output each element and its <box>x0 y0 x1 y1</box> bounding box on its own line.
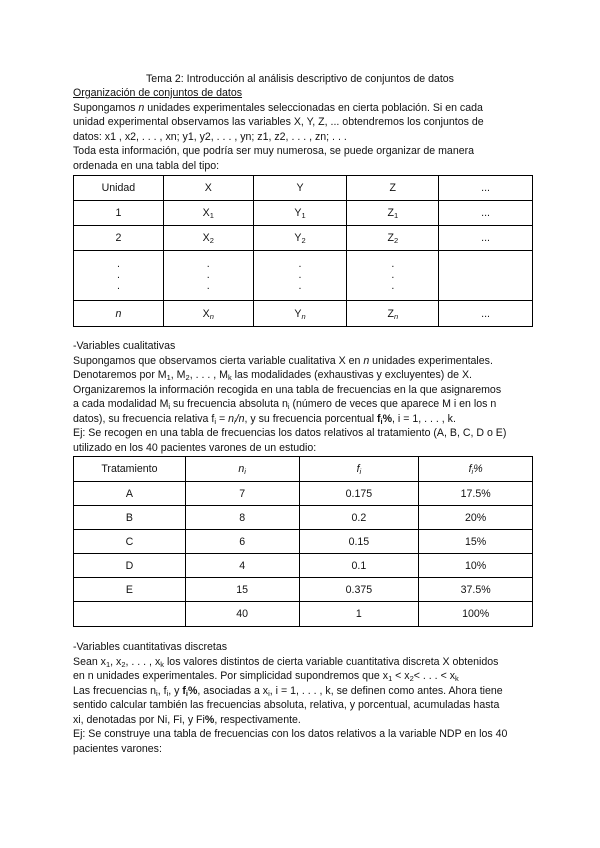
section-heading: Organización de conjuntos de datos <box>73 87 243 99</box>
bold-var: % <box>382 412 393 425</box>
cell <box>253 201 347 226</box>
cell-empty <box>439 251 533 301</box>
paragraph-line: ordenada en una tabla del tipo: <box>73 159 220 172</box>
text: , M <box>170 369 186 381</box>
dot: . <box>206 269 210 281</box>
italic-var: /n <box>235 412 245 425</box>
cell: A <box>74 482 186 506</box>
subscript: i <box>244 467 246 476</box>
paragraph-line <box>73 354 533 369</box>
cell <box>347 201 439 226</box>
subscript: i <box>166 688 169 698</box>
header-cell: Y <box>253 176 347 201</box>
subscript: n <box>209 311 214 321</box>
italic-var: f <box>356 463 360 475</box>
cell <box>74 301 164 327</box>
text: Sean x <box>73 655 106 668</box>
table-row <box>74 482 533 506</box>
cell: 0.15 <box>299 530 419 554</box>
subscript: 2 <box>393 236 399 245</box>
subscript: n <box>301 311 306 321</box>
cell: 8 <box>185 506 299 530</box>
cell: 1 <box>299 602 419 627</box>
bold-var: % <box>204 713 215 726</box>
text: < . . . < x <box>413 670 455 682</box>
paragraph-line <box>73 684 533 699</box>
subscript: 2 <box>121 659 126 669</box>
header-cell: Tratamiento <box>74 457 186 482</box>
cell: 0.2 <box>299 506 419 530</box>
text: Supongamos <box>73 101 139 114</box>
subscript: k <box>227 373 232 382</box>
header-cell <box>419 457 533 482</box>
text: Z <box>387 207 394 219</box>
text: a cada modalidad M <box>73 398 169 410</box>
paragraph-line <box>73 397 533 412</box>
cell: 15 <box>185 578 299 602</box>
table-row <box>74 506 533 530</box>
subscript: 2 <box>209 236 214 245</box>
cell: 40 <box>185 602 299 627</box>
subscript: 2 <box>409 674 414 683</box>
text: su frecuencia absoluta n <box>170 398 288 410</box>
cell: 10% <box>419 554 533 578</box>
text: X <box>202 232 210 244</box>
table-row-ellipsis <box>74 251 533 301</box>
subscript: i <box>233 416 236 426</box>
cell: D <box>74 554 186 578</box>
cell: 7 <box>185 482 299 506</box>
cell: 0.1 <box>299 554 419 578</box>
subscript: i <box>268 688 270 698</box>
subscript: i <box>380 416 383 426</box>
paragraph-line: Ej: Se construye una tabla de frecuencias con los datos relativos a la variable NDP en los 40 <box>73 728 508 740</box>
dot: . <box>116 258 120 270</box>
text: las modalidades (exhaustivas y excluyentes) de X. <box>231 369 472 381</box>
table-row <box>74 226 533 251</box>
cell: 4 <box>185 554 299 578</box>
cell: 0.375 <box>299 578 419 602</box>
table-row <box>74 301 533 327</box>
table-row <box>74 201 533 226</box>
cell: B <box>74 506 186 530</box>
cell-dots <box>253 251 347 301</box>
subscript: 1 <box>393 211 399 220</box>
cell <box>163 226 253 251</box>
text: unidades experimentales. <box>369 354 493 367</box>
cell: 20% <box>419 506 533 530</box>
frequency-table <box>73 456 533 627</box>
text: (número de veces que aparece M i en los n <box>289 398 497 410</box>
subscript: 1 <box>209 211 214 220</box>
subscript: i <box>185 688 188 698</box>
subscript: 1 <box>166 373 171 382</box>
text: , . . . , x <box>125 655 161 668</box>
italic-var: n <box>228 412 234 425</box>
text: Denotaremos por M <box>73 369 167 381</box>
subscript: i <box>214 416 216 426</box>
page-title: Tema 2: Introducción al análisis descriptivo de conjuntos de datos <box>146 73 454 85</box>
paragraph-line <box>73 412 533 427</box>
cell: 17.5% <box>419 482 533 506</box>
header-cell: Unidad <box>74 176 164 201</box>
bold-var: % <box>188 684 198 697</box>
paragraph-line <box>73 655 533 670</box>
paragraph-line: unidad experimental observamos las variables X, Y, Z, ... obtendremos los conjuntos de <box>73 116 484 128</box>
cell: ... <box>439 201 533 226</box>
italic-var: f <box>468 463 472 475</box>
text: , i = 1, . . . , k. <box>392 412 456 425</box>
subscript: i <box>168 402 171 411</box>
text: X <box>202 207 210 219</box>
text: , respectivamente. <box>214 713 301 726</box>
paragraph-line: Organizaremos la información recogida en una tabla de frecuencias en la que asignaremos <box>73 383 502 396</box>
subscript: 1 <box>105 659 111 669</box>
cell-dots <box>74 251 164 301</box>
paragraph-line <box>73 713 533 728</box>
text: < x <box>392 670 410 682</box>
table-row <box>74 530 533 554</box>
cell: 2 <box>74 226 164 251</box>
section-organizacion <box>73 86 533 173</box>
cell <box>74 602 186 627</box>
cell: ... <box>439 301 533 327</box>
section-cualitativas <box>73 339 533 455</box>
dot: . <box>391 280 395 292</box>
text: , . . . , M <box>189 369 228 381</box>
subscript: i <box>359 467 362 476</box>
text: Las frecuencias n <box>73 684 157 697</box>
table-row <box>74 554 533 578</box>
italic-var: % <box>473 463 483 475</box>
cell: 6 <box>185 530 299 554</box>
paragraph-line <box>73 101 533 116</box>
section-heading: -Variables cualitativas <box>73 340 176 352</box>
section-cuantitativas-discretas <box>73 640 533 756</box>
text: unidades experimentales seleccionadas en cierta población. Si en cada <box>144 101 483 114</box>
cell: 100% <box>419 602 533 627</box>
subscript: i <box>471 467 474 476</box>
subscript: 1 <box>388 674 393 683</box>
dot: . <box>116 280 120 292</box>
cell: 0.175 <box>299 482 419 506</box>
header-cell: X <box>163 176 253 201</box>
paragraph-line <box>73 368 533 383</box>
cell <box>347 226 439 251</box>
paragraph-line: datos: x1 , x2, . . . , xn; y1, y2, . . . , yn; z1, z2, . . . , zn; . . . <box>73 130 347 143</box>
paragraph-line: pacientes varones: <box>73 742 162 755</box>
cell <box>163 301 253 327</box>
paragraph-line <box>73 669 533 684</box>
table-row <box>74 578 533 602</box>
text: Supongamos que observamos cierta variable cualitativa X en <box>73 354 364 367</box>
dot: . <box>116 269 120 281</box>
subscript: n <box>393 311 399 321</box>
cell <box>253 226 347 251</box>
dot: . <box>298 258 302 270</box>
bold-var: f <box>182 684 186 697</box>
text: , i = 1, . . . , k, se definen como antes. Ahora tiene <box>269 684 503 697</box>
italic-var: n <box>238 463 245 475</box>
text: , x <box>110 655 122 668</box>
subscript: i <box>156 688 158 698</box>
section-heading: -Variables cuantitativas discretas <box>73 641 228 653</box>
text: , y su frecuencia porcentual <box>244 412 377 425</box>
subscript: k <box>455 674 459 683</box>
dot: . <box>391 269 395 281</box>
cell: C <box>74 530 186 554</box>
header-cell: Z <box>347 176 439 201</box>
cell-dots <box>347 251 439 301</box>
italic-var: n <box>363 354 370 367</box>
cell: 15% <box>419 530 533 554</box>
header-cell <box>299 457 419 482</box>
subscript: 2 <box>301 236 306 245</box>
text: Y <box>294 232 302 244</box>
cell: ... <box>439 226 533 251</box>
header-cell <box>185 457 299 482</box>
dot: . <box>206 280 210 292</box>
text: datos), su frecuencia relativa f <box>73 412 215 425</box>
dot: . <box>298 280 302 292</box>
dot: . <box>391 258 395 270</box>
text: xi, denotadas por Ni, Fi, y Fi <box>73 713 205 726</box>
cell: 37.5% <box>419 578 533 602</box>
italic-var: n <box>115 307 122 320</box>
paragraph-line: utilizado en los 40 pacientes varones de un estudio: <box>73 441 317 454</box>
text: , asociadas a x <box>197 684 269 697</box>
text: , f <box>157 684 167 697</box>
subscript: 2 <box>185 373 190 382</box>
paragraph-line: Toda esta información, que podría ser muy numerosa, se puede organizar de manera <box>73 145 475 157</box>
table-header-row <box>74 457 533 482</box>
paragraph-line: sentido calcular también las frecuencias absoluta, relativa, y porcentual, acumuladas hasta <box>73 699 500 711</box>
dot: . <box>206 258 210 270</box>
table-header-row <box>74 176 533 201</box>
subscript: 1 <box>301 211 306 220</box>
text: Y <box>294 307 302 320</box>
dot: . <box>298 269 302 281</box>
text: Y <box>294 207 302 219</box>
text: = <box>216 412 229 425</box>
units-table <box>73 175 533 327</box>
bold-var: f <box>377 412 381 425</box>
text: X <box>202 307 210 320</box>
text: Z <box>387 307 394 320</box>
text: , y <box>168 684 183 697</box>
header-cell: ... <box>439 176 533 201</box>
cell-dots <box>163 251 253 301</box>
text: en n unidades experimentales. Por simplicidad supondremos que x <box>73 670 389 682</box>
cell <box>347 301 439 327</box>
cell <box>253 301 347 327</box>
text: los valores distintos de cierta variable cuantitativa discreta X obtenidos <box>164 655 499 668</box>
text: Z <box>387 232 394 244</box>
subscript: k <box>160 659 164 669</box>
italic-var: n <box>138 101 145 114</box>
cell: 1 <box>74 201 164 226</box>
paragraph-line: Ej: Se recogen en una tabla de frecuencias los datos relativos al tratamiento (A, B, C, D o E) <box>73 427 507 439</box>
cell <box>163 201 253 226</box>
table-total-row <box>74 602 533 627</box>
subscript: i <box>287 402 290 411</box>
cell: E <box>74 578 186 602</box>
